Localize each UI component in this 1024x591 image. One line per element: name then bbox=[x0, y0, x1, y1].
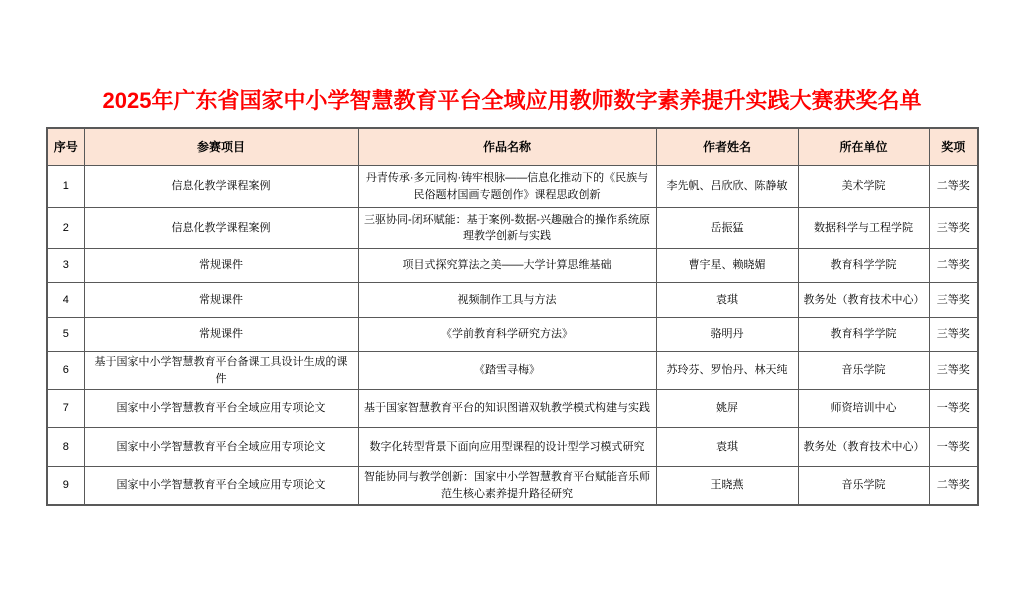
cell-work: 智能协同与教学创新：国家中小学智慧教育平台赋能音乐师范生核心素养提升路径研究 bbox=[358, 467, 656, 506]
cell-award: 三等奖 bbox=[929, 208, 978, 249]
cell-project: 常规课件 bbox=[84, 318, 358, 352]
cell-work: 《学前教育科学研究方法》 bbox=[358, 318, 656, 352]
table-row bbox=[47, 208, 978, 249]
cell-no: 6 bbox=[47, 352, 84, 390]
cell-unit: 数据科学与工程学院 bbox=[798, 208, 929, 249]
cell-authors: 岳振猛 bbox=[656, 208, 798, 249]
cell-project: 信息化教学课程案例 bbox=[84, 208, 358, 249]
cell-project: 常规课件 bbox=[84, 249, 358, 283]
header-row bbox=[47, 128, 978, 166]
cell-work: 三驱协同-闭环赋能：基于案例-数据-兴趣融合的操作系统原理教学创新与实践 bbox=[358, 208, 656, 249]
cell-project: 国家中小学智慧教育平台全域应用专项论文 bbox=[84, 428, 358, 467]
cell-award: 二等奖 bbox=[929, 166, 978, 208]
table-row bbox=[47, 428, 978, 467]
cell-no: 4 bbox=[47, 283, 84, 318]
table-row bbox=[47, 166, 978, 208]
cell-authors: 曹宇星、赖晓媚 bbox=[656, 249, 798, 283]
cell-authors: 苏玲芬、罗怡丹、林天纯 bbox=[656, 352, 798, 390]
cell-work: 《踏雪寻梅》 bbox=[358, 352, 656, 390]
cell-authors: 骆明丹 bbox=[656, 318, 798, 352]
cell-unit: 教务处（教育技术中心） bbox=[798, 428, 929, 467]
cell-award: 三等奖 bbox=[929, 352, 978, 390]
cell-award: 二等奖 bbox=[929, 249, 978, 283]
table-row bbox=[47, 249, 978, 283]
cell-no: 1 bbox=[47, 166, 84, 208]
cell-authors: 李先帆、吕欣欣、陈静敏 bbox=[656, 166, 798, 208]
cell-work: 数字化转型背景下面向应用型课程的设计型学习模式研究 bbox=[358, 428, 656, 467]
table-body bbox=[47, 166, 978, 506]
cell-no: 8 bbox=[47, 428, 84, 467]
column-header-no: 序号 bbox=[47, 128, 84, 166]
table-row bbox=[47, 467, 978, 506]
page-title: 2025年广东省国家中小学智慧教育平台全域应用教师数字素养提升实践大赛获奖名单 bbox=[102, 88, 922, 113]
cell-award: 一等奖 bbox=[929, 390, 978, 428]
table-row bbox=[47, 283, 978, 318]
cell-project: 基于国家中小学智慧教育平台备课工具设计生成的课件 bbox=[84, 352, 358, 390]
cell-no: 5 bbox=[47, 318, 84, 352]
table-row bbox=[47, 318, 978, 352]
cell-work: 视频制作工具与方法 bbox=[358, 283, 656, 318]
cell-project: 国家中小学智慧教育平台全域应用专项论文 bbox=[84, 467, 358, 506]
cell-award: 三等奖 bbox=[929, 318, 978, 352]
column-header-authors: 作者姓名 bbox=[656, 128, 798, 166]
column-header-project: 参赛项目 bbox=[84, 128, 358, 166]
table-row bbox=[47, 390, 978, 428]
cell-unit: 美术学院 bbox=[798, 166, 929, 208]
cell-work: 丹青传承·多元同构·铸牢根脉——信息化推动下的《民族与民俗题材国画专题创作》课程思政创新 bbox=[358, 166, 656, 208]
cell-no: 2 bbox=[47, 208, 84, 249]
cell-project: 常规课件 bbox=[84, 283, 358, 318]
cell-work: 项目式探究算法之美——大学计算思维基础 bbox=[358, 249, 656, 283]
cell-unit: 师资培训中心 bbox=[798, 390, 929, 428]
cell-project: 信息化教学课程案例 bbox=[84, 166, 358, 208]
column-header-work: 作品名称 bbox=[358, 128, 656, 166]
cell-no: 3 bbox=[47, 249, 84, 283]
table-row bbox=[47, 352, 978, 390]
column-header-unit: 所在单位 bbox=[798, 128, 929, 166]
cell-authors: 王晓燕 bbox=[656, 467, 798, 506]
award-table bbox=[46, 127, 979, 506]
cell-award: 一等奖 bbox=[929, 428, 978, 467]
cell-unit: 教育科学学院 bbox=[798, 249, 929, 283]
cell-project: 国家中小学智慧教育平台全域应用专项论文 bbox=[84, 390, 358, 428]
cell-unit: 教育科学学院 bbox=[798, 318, 929, 352]
cell-authors: 姚屏 bbox=[656, 390, 798, 428]
column-header-award: 奖项 bbox=[929, 128, 978, 166]
cell-no: 7 bbox=[47, 390, 84, 428]
cell-authors: 袁琪 bbox=[656, 283, 798, 318]
cell-no: 9 bbox=[47, 467, 84, 506]
cell-unit: 音乐学院 bbox=[798, 352, 929, 390]
table-header bbox=[47, 128, 978, 166]
cell-unit: 音乐学院 bbox=[798, 467, 929, 506]
cell-unit: 教务处（教育技术中心） bbox=[798, 283, 929, 318]
cell-award: 二等奖 bbox=[929, 467, 978, 506]
cell-authors: 袁琪 bbox=[656, 428, 798, 467]
cell-work: 基于国家智慧教育平台的知识图谱双轨教学模式构建与实践 bbox=[358, 390, 656, 428]
cell-award: 三等奖 bbox=[929, 283, 978, 318]
